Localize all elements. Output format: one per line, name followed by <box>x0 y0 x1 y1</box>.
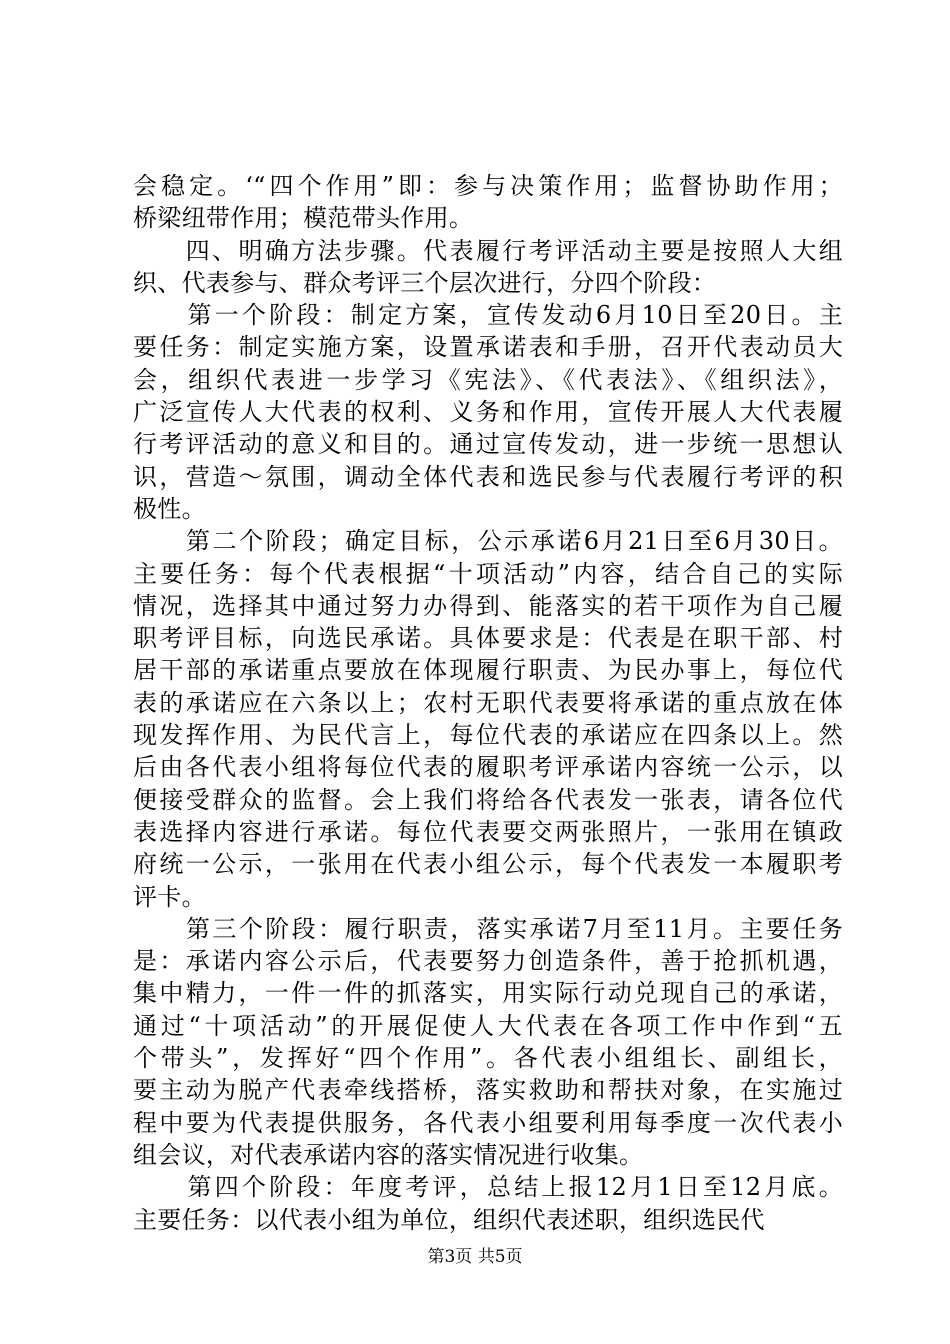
text-line: 要主动为脱产代表牵线搭桥，落实救助和帮扶对象，在实施过 <box>133 1076 843 1105</box>
text-line: 识，营造～氛围，调动全体代表和选民参与代表履行考评的积 <box>133 462 843 491</box>
body-text <box>133 170 843 1236</box>
text-line: 广泛宣传人大代表的权利、义务和作用，宣传开展人大代表履 <box>133 398 843 427</box>
page-footer: 第3页 共5页 <box>427 1247 523 1267</box>
text-line: 表选择内容进行承诺。每位代表要交两张照片，一张用在镇政 <box>133 817 843 846</box>
text-line: 主要任务：以代表小组为单位，组织代表述职，组织选民代 <box>133 1205 765 1234</box>
text-line: 府统一公示，一张用在代表小组公示，每个代表发一本履职考 <box>133 850 843 879</box>
text-line: 职考评目标，向选民承诺。具体要求是：代表是在职干部、村 <box>133 624 843 653</box>
text-line: 情况，选择其中通过努力办得到、能落实的若干项作为自己履 <box>133 591 843 620</box>
text-line: 现发挥作用、为民代言上，每位代表的承诺应在四条以上。然 <box>133 721 843 750</box>
text-line: 第四个阶段：年度考评，总结上报12月1日至12月底。 <box>133 1173 843 1202</box>
text-line: 主要任务：每个代表根据“十项活动”内容，结合自己的实际 <box>133 559 843 588</box>
text-line: 便接受群众的监督。会上我们将给各代表发一张表，请各位代 <box>133 785 843 814</box>
text-line: 会，组织代表进一步学习《宪法》、《代表法》、《组织法》， <box>133 365 843 394</box>
text-line: 集中精力，一件一件的抓落实，用实际行动兑现自己的承诺， <box>133 979 843 1008</box>
text-line: 四、明确方法步骤。代表履行考评活动主要是按照人大组 <box>133 236 843 265</box>
text-line: 评卡。 <box>133 882 206 911</box>
text-line: 行考评活动的意义和目的。通过宣传发动，进一步统一思想认 <box>133 430 843 459</box>
text-line: 要任务：制定实施方案，设置承诺表和手册，召开代表动员大 <box>133 333 843 362</box>
text-line: 通过“十项活动”的开展促使人大代表在各项工作中作到“五 <box>133 1011 843 1040</box>
text-line: 第三个阶段：履行职责，落实承诺7月至11月。主要任务 <box>133 914 843 943</box>
text-line: 第二个阶段；确定目标，公示承诺6月21日至6月30日。 <box>133 527 843 556</box>
text-line: 极性。 <box>133 494 206 523</box>
text-line: 后由各代表小组将每位代表的履职考评承诺内容统一公示，以 <box>133 753 843 782</box>
text-line: 表的承诺应在六条以上；农村无职代表要将承诺的重点放在体 <box>133 688 843 717</box>
text-line: 个带头”，发挥好“四个作用”。各代表小组组长、副组长， <box>133 1044 843 1073</box>
text-line: 组会议，对代表承诺内容的落实情况进行收集。 <box>133 1140 644 1169</box>
text-line: 织、代表参与、群众考评三个层次进行，分四个阶段： <box>133 268 717 297</box>
text-line: 程中要为代表提供服务，各代表小组要利用每季度一次代表小 <box>133 1108 843 1137</box>
text-line: 桥梁纽带作用；模范带头作用。 <box>133 204 474 233</box>
text-line: 会稳定。‘“四个作用”即：参与决策作用；监督协助作用； <box>133 172 843 200</box>
text-line: 是：承诺内容公示后，代表要努力创造条件，善于抢抓机遇， <box>133 947 843 976</box>
text-line: 居干部的承诺重点要放在体现履行职责、为民办事上，每位代 <box>133 656 843 685</box>
text-line: 第一个阶段：制定方案，宣传发动6月10日至20日。主 <box>133 301 843 330</box>
